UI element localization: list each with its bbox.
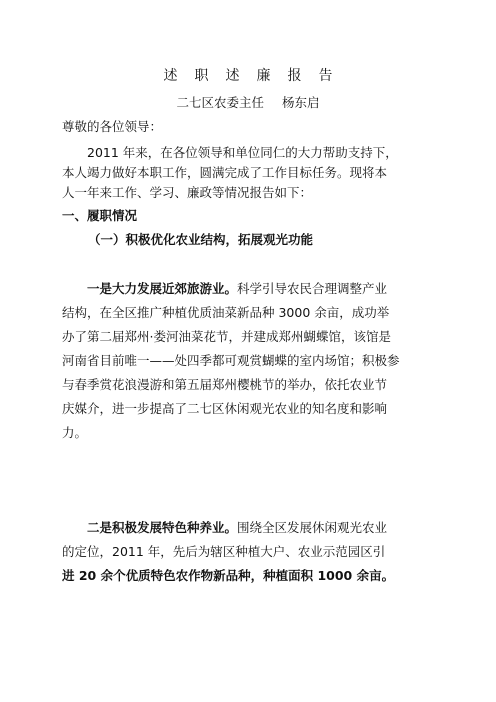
paragraph-2 xyxy=(62,516,434,588)
paragraph-2-line-2: 的定位，2011 年，先后为辖区种植大户、农业示范园区引 xyxy=(62,544,386,559)
document-title: 述职述廉报告 xyxy=(163,68,350,84)
intro-line-1: 2011 年来，在各位领导和单位同仁的大力帮助支持下， xyxy=(87,145,398,160)
salutation: 尊敬的各位领导： xyxy=(62,119,163,134)
paragraph-1-line-4: 河南省目前唯一——处四季都可观赏蝴蝶的室内场馆；积极参 xyxy=(62,353,400,368)
paragraph-1-line-6: 庆媒介，进一步提高了二七区休闲观光农业的知名度和影响 xyxy=(62,401,388,416)
intro-line-3: 人一年来工作、学习、廉政等情况报告如下： xyxy=(62,185,313,200)
paragraph-1 xyxy=(62,277,434,445)
subsection-heading: （一）积极优化农业结构，拓展观光功能 xyxy=(88,232,314,247)
paragraph-1-lead: 一是大力发展近郊旅游业。 xyxy=(87,281,238,296)
paragraph-2-line-1: 二是积极发展特色种养业。围绕全区发展休闲观光农业 xyxy=(87,520,388,535)
paragraph-1-line-1: 一是大力发展近郊旅游业。科学引导农民合理调整产业 xyxy=(87,281,388,296)
paragraph-1-line-3: 办了第二届郑州·娄河油菜花节，并建成郑州蝴蝶馆，该馆是 xyxy=(62,329,391,344)
paragraph-1-line-5: 与春季赏花浪漫游和第五届郑州樱桃节的举办，依托农业节 xyxy=(62,377,388,392)
author-line xyxy=(62,93,434,113)
paragraph-2-lead: 二是积极发展特色种养业。 xyxy=(87,520,238,535)
paragraph-2-line-3: 进 20 余个优质特色农作物新品种，种植面积 1000 余亩。 xyxy=(62,568,395,583)
paragraph-1-line-2: 结构，在全区推广种植优质油菜新品种 3000 余亩，成功举 xyxy=(62,305,390,320)
author-title: 二七区农委主任 xyxy=(176,95,264,110)
section-heading: 一、履职情况 xyxy=(62,208,138,223)
author-name: 杨东启 xyxy=(282,95,320,110)
intro-line-2: 本人竭力做好本职工作，圆满完成了工作目标任务。现将本 xyxy=(62,165,388,180)
paragraph-1-line-7: 力。 xyxy=(62,425,88,440)
